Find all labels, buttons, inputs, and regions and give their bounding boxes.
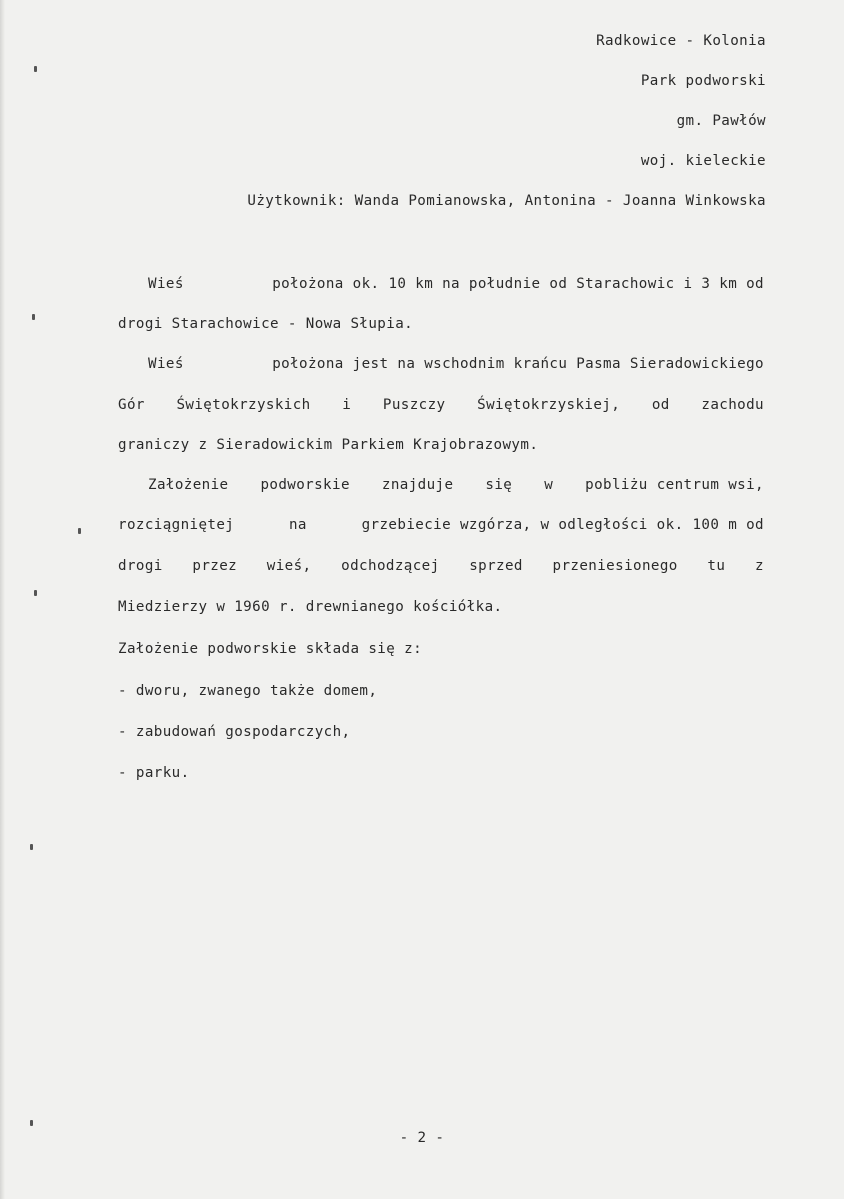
header-voivodeship: woj. kieleckie xyxy=(640,153,766,169)
paragraph-2-line-3: graniczy z Sieradowickim Parkiem Krajobrazowym. xyxy=(118,437,539,453)
paragraph-1-line-1: Wieś położona ok. 10 km na południe od Starachowic i 3 km od xyxy=(148,276,764,292)
binding-hole-mark xyxy=(30,844,33,850)
list-item: - parku. xyxy=(118,765,190,781)
paragraph-3-line-4: Miedzierzy w 1960 r. drewnianego kościółka. xyxy=(118,599,503,615)
paragraph-3-line-2: rozciągniętej na grzebiecie wzgórza, w odległości ok. 100 m od xyxy=(118,517,764,533)
scan-edge-shadow xyxy=(0,0,5,1199)
header-user: Użytkownik: Wanda Pomianowska, Antonina - Joanna Winkowska xyxy=(247,193,766,209)
header-commune: gm. Pawłów xyxy=(676,113,766,129)
binding-hole-mark xyxy=(30,1120,33,1126)
paragraph-1-line-2: drogi Starachowice - Nowa Słupia. xyxy=(118,316,414,332)
binding-hole-mark xyxy=(32,314,35,320)
paragraph-2-line-2: Gór Świętokrzyskich i Puszczy Świętokrzyskiej, od zachodu xyxy=(118,397,764,413)
paragraph-4: Założenie podworskie składa się z: xyxy=(118,641,423,657)
paragraph-2-line-1: Wieś położona jest na wschodnim krańcu Pasma Sieradowickiego xyxy=(148,356,764,372)
paragraph-3-line-1: Założenie podworskie znajduje się w pobliżu centrum wsi, xyxy=(148,477,764,493)
binding-hole-mark xyxy=(34,66,37,72)
header-place: Radkowice - Kolonia xyxy=(596,33,766,49)
header-object: Park podworski xyxy=(640,73,766,89)
list-item: - dworu, zwanego także domem, xyxy=(118,683,378,699)
binding-hole-mark xyxy=(34,590,37,596)
list-item: - zabudowań gospodarczych, xyxy=(118,724,351,740)
paragraph-3-line-3: drogi przez wieś, odchodzącej sprzed przeniesionego tu z xyxy=(118,558,764,574)
page-number: - 2 - xyxy=(399,1130,445,1146)
binding-hole-mark xyxy=(78,528,81,534)
